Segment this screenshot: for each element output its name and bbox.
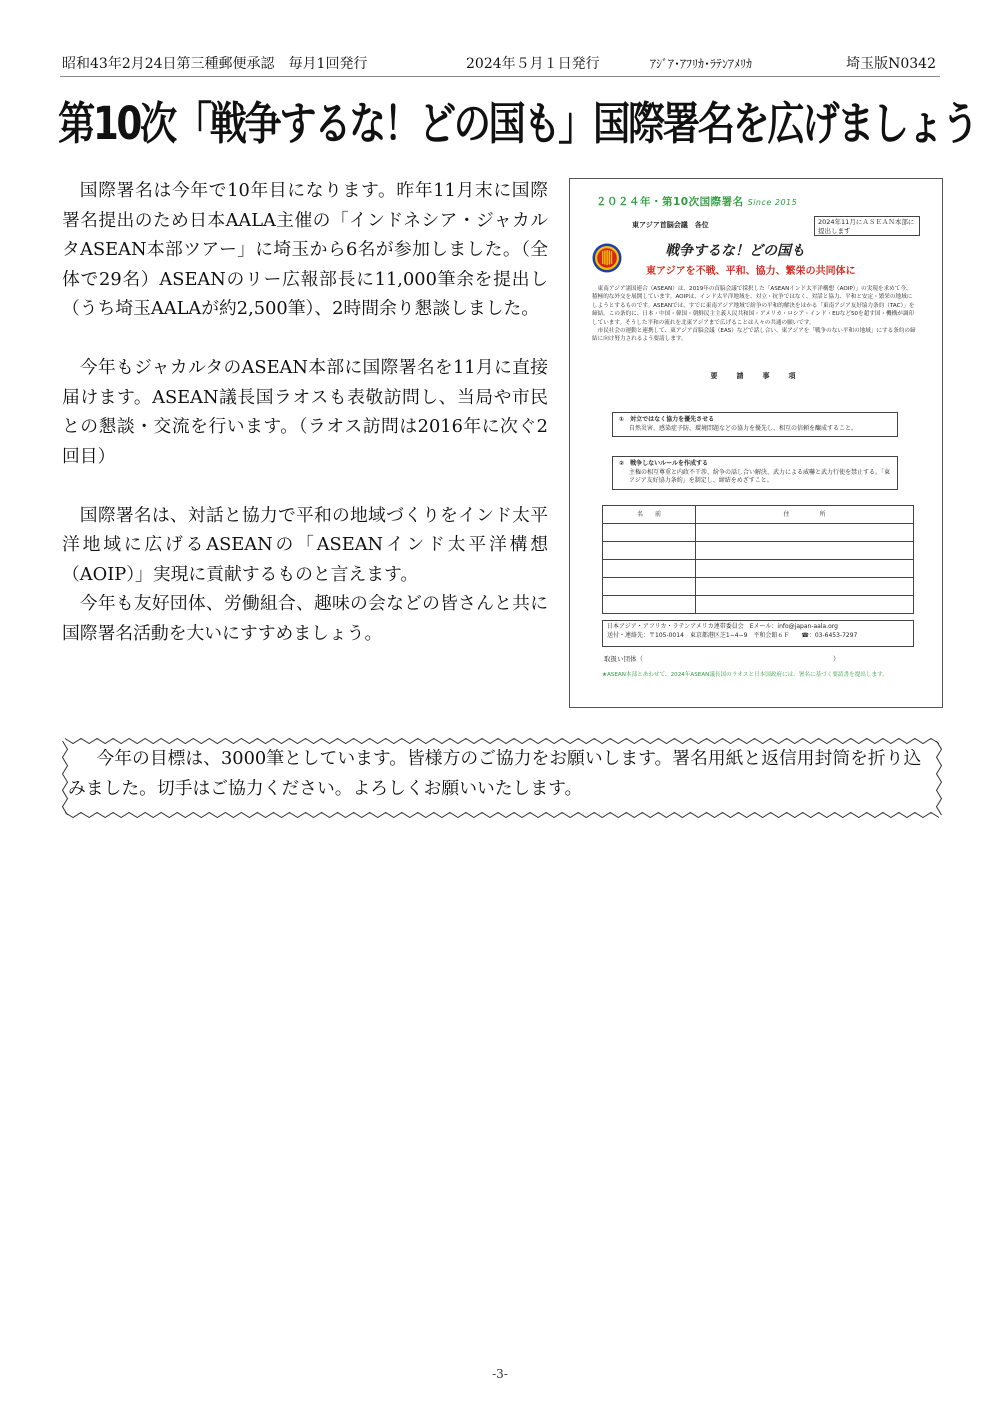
signature-row xyxy=(603,578,914,596)
since-label: Since 2015 xyxy=(747,198,798,207)
issue-date: 2024年５月１日発行 xyxy=(466,56,600,72)
article-paragraph: 今年も友好団体、労働組合、趣味の会などの皆さんと共に国際署名活動を大いにすすめましょう。 xyxy=(62,593,548,644)
request-item xyxy=(612,412,898,437)
signature-row xyxy=(603,596,914,614)
postal-approval: 昭和43年2月24日第三種郵便承認 毎月1回発行 xyxy=(62,56,368,72)
page-number: -3- xyxy=(492,1367,508,1381)
petition-subtitle: 東アジアを不戦、平和、協力、繁栄の共同体に xyxy=(646,266,856,277)
article-paragraph: 国際署名は今年で10年目になります。昨年11月末に国際署名提出のため日本AALA主催の「インドネシア・ジャカルタASEAN本部ツアー」に埼玉から6名が参加しました。（全体で29名）ASEANのリー広報部長に11,000筆余を提出し（うち埼玉AALAが約2,500筆）、2時間余り懇談しました。 xyxy=(62,180,548,319)
notice-text xyxy=(62,744,942,804)
notice-box xyxy=(62,738,942,818)
publisher-name: ｱｼﾞｱ･ｱﾌﾘｶ･ﾗﾃﾝｱﾒﾘｶ xyxy=(650,57,753,71)
petition-heading: ２０２４年・第10次国際署名 Since 2015 xyxy=(596,196,798,208)
petition-statement-paragraph: 東南アジア諸国連合（ASEAN）は、2019年の首脳会議で採択した「ASEANインド太平洋構想（AOIP）」の実現を求めて今、積極的な外交を展開しています。AOIPは、インド太平洋地域を、対立・抗争ではなく、対話と協力、平和と安定・繁栄の地域にしようとするものです。ASEANでは、すでに東南アジア地域で紛争の平和的解決をはかる「東南アジア友好協力条約（TAC）」を締結。この条約に、日本・中国・韓国・朝鮮民主主義人民共和国・アメリカ・ロシア・インド・EUなど50を超す国・機構が調印しています。そうした平和の流れを北東アジアまで広げることは人々の共通の願いです。 xyxy=(592,286,915,326)
signature-row xyxy=(603,524,914,542)
asean-emblem-icon xyxy=(592,243,622,273)
petition-addressee: 東アジア首脳会議 各位 xyxy=(632,221,709,229)
article-paragraph: 今年もジャカルタのASEAN本部に国際署名を11月に直接届けます。ASEAN議長国ラオスも表敬訪問し、当局や市民との懇談・交流を行います。（ラオス訪問は2016年に次ぐ2回目） xyxy=(62,357,548,467)
submission-note: 2024年11月にＡＳＥＡＮ本部に提出します xyxy=(814,216,920,236)
request-item-label: ② 戦争しないルールを作成する xyxy=(619,460,708,467)
request-item-text: 自然災害、感染症予防、環境問題などの協力を優先し、相互の信頼を醸成すること。 xyxy=(629,424,858,432)
article-paragraph: 国際署名は、対話と協力で平和の地域づくりをインド太平洋地域に広げるASEANの「ASEANインド太平洋構想（AOIP）」実現に貢献するものと言えます。 xyxy=(62,504,548,585)
name-column-header: 名 前 xyxy=(603,506,696,524)
article-body xyxy=(62,176,548,648)
signature-row xyxy=(603,542,914,560)
signature-row xyxy=(603,560,914,578)
request-item-label: ① 対立ではなく協力を優先させる xyxy=(619,416,715,423)
petition-footnote: ★ASEAN本部とあわせて、2024年ASEAN議長国のラオスと日本国政府には、署名に基づく要請書を提出します。 xyxy=(602,672,888,678)
signature-table xyxy=(602,505,914,614)
handling-group-close: ） xyxy=(833,655,840,663)
request-item xyxy=(612,456,898,490)
organizer-line: 日本アジア・アフリカ・ラテンアメリカ連帯委員会 Eメール：info@japan-aala.org xyxy=(607,623,838,630)
handling-group-field xyxy=(604,655,840,664)
organizer-line: 送付・連絡先：〒105-0014 東京都港区芝1−4−9 平和会館６Ｆ ☎：03-6453-7297 xyxy=(607,631,858,639)
notice-message: 今年の目標は、3000筆としています。皆様方のご協力をお願いします。署名用紙と返信用封筒を折り込みました。切手はご協力ください。よろしくお願いいたします。 xyxy=(68,748,922,799)
requests-heading: 要 請 事 項 xyxy=(710,372,802,380)
page-title: 第10次「戦争するな！どの国も」国際署名を広げましょう xyxy=(58,97,977,150)
petition-statement xyxy=(592,285,917,344)
petition-form-image xyxy=(569,178,943,708)
edition-number: 埼玉版N0342 xyxy=(846,56,936,72)
petition-slogan: 戦争するな！どの国も xyxy=(665,243,805,259)
request-item-text: 主権の相互尊重と内政不干渉、紛争の話し合い解決、武力による威嚇と武力行使を禁止する。「東アジア友好協力条約」を制定し、締結をめざすこと。 xyxy=(629,468,891,484)
header-divider xyxy=(60,76,940,77)
organizer-info xyxy=(602,620,914,647)
page-header xyxy=(62,50,940,76)
address-column-header: 住 所 xyxy=(696,506,914,524)
signature-table-header xyxy=(603,506,914,524)
petition-statement-paragraph: 市民社会の運動と連携して、東アジア首脳会議（EAS）などで話し合い、東アジアを「戦争のない平和の地域」にする条約の締結に向け努力されるよう要請します。 xyxy=(592,328,916,343)
handling-group-label: 取扱い団体（ xyxy=(604,655,643,663)
